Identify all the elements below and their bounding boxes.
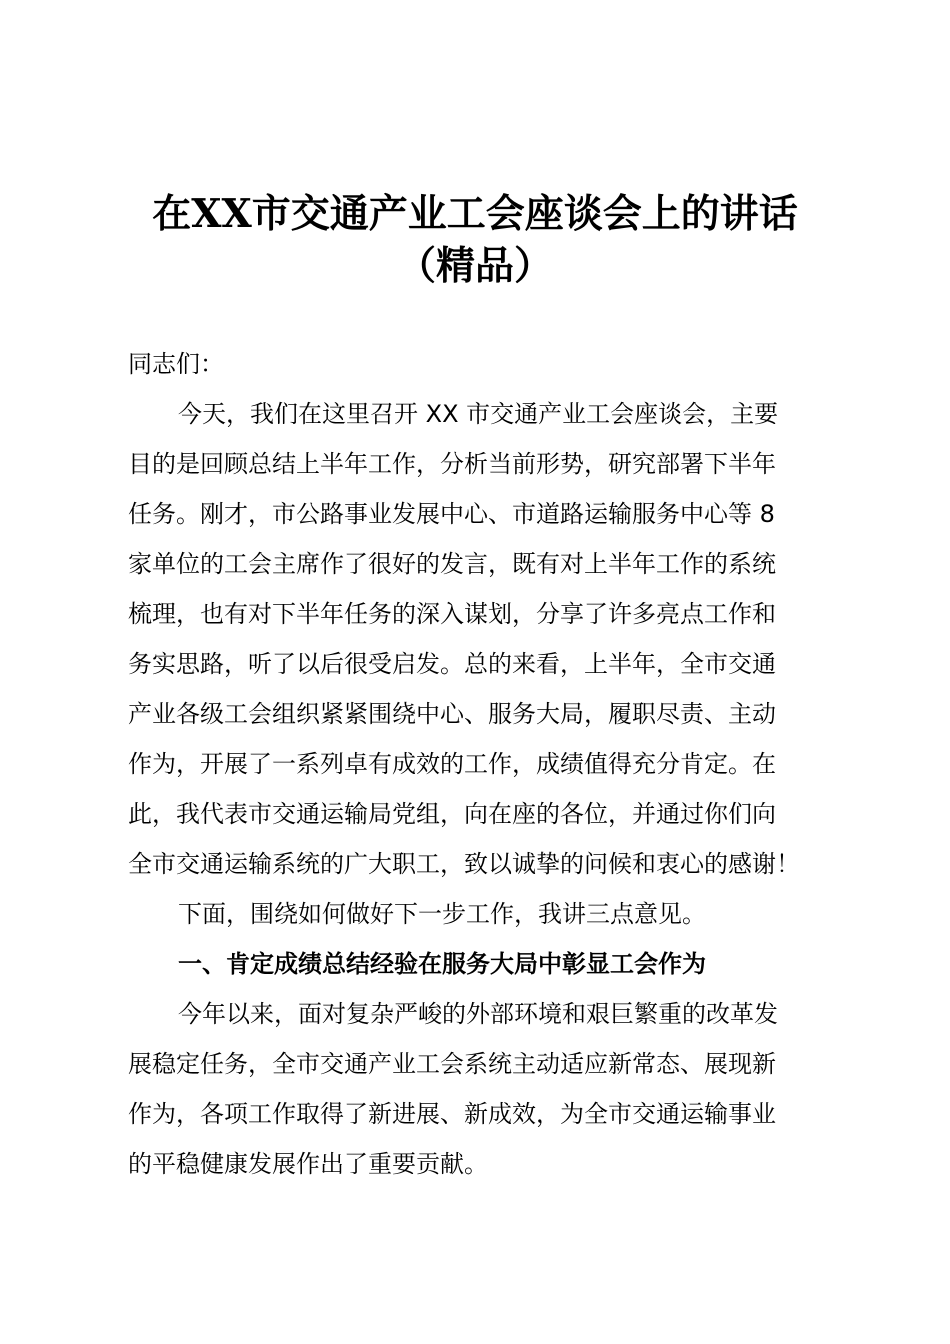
paragraph-line: 作为，各项工作取得了新进展、新成效，为全市交通运输事业: [128, 1100, 776, 1128]
paragraph-line: 下面，围绕如何做好下一步工作，我讲三点意见。: [178, 900, 706, 928]
paragraph-line: 目的是回顾总结上半年工作，分析当前形势，研究部署下半年: [128, 450, 776, 478]
title-line-1: 在XX市交通产业工会座谈会上的讲话: [152, 191, 798, 237]
title-line-2: （精品）: [396, 243, 553, 289]
paragraph-line: 今年以来，面对复杂严峻的外部环境和艰巨繁重的改革发: [178, 1000, 778, 1028]
paragraph-line: 作为，开展了一系列卓有成效的工作，成绩值得充分肯定。在: [128, 750, 776, 778]
paragraph-line: 梳理，也有对下半年任务的深入谋划，分享了许多亮点工作和: [128, 600, 776, 628]
paragraph-line: 务实思路，听了以后很受启发。总的来看，上半年，全市交通: [128, 650, 776, 678]
paragraph-line: 家单位的工会主席作了很好的发言，既有对上半年工作的系统: [128, 550, 776, 578]
document-body: [128, 339, 828, 1189]
paragraph-line: 产业各级工会组织紧紧围绕中心、服务大局，履职尽责、主动: [128, 700, 776, 728]
paragraph-line: 全市交通运输系统的广大职工，致以诚挚的问候和衷心的感谢！: [128, 850, 800, 878]
paragraph-line: 此，我代表市交通运输局党组，向在座的各位，并通过你们向: [128, 800, 776, 828]
paragraph-line: 展稳定任务，全市交通产业工会系统主动适应新常态、展现新: [128, 1050, 776, 1078]
paragraph-line: 任务。刚才，市公路事业发展中心、市道路运输服务中心等 8: [128, 500, 775, 528]
salutation: 同志们：: [128, 350, 224, 378]
paragraph-line: 的平稳健康发展作出了重要贡献。: [128, 1150, 488, 1178]
section-heading: 一、肯定成绩总结经验在服务大局中彰显工会作为: [178, 950, 706, 978]
paragraph-line: 今天，我们在这里召开 XX 市交通产业工会座谈会，主要: [178, 400, 779, 428]
document-title: [100, 188, 850, 292]
